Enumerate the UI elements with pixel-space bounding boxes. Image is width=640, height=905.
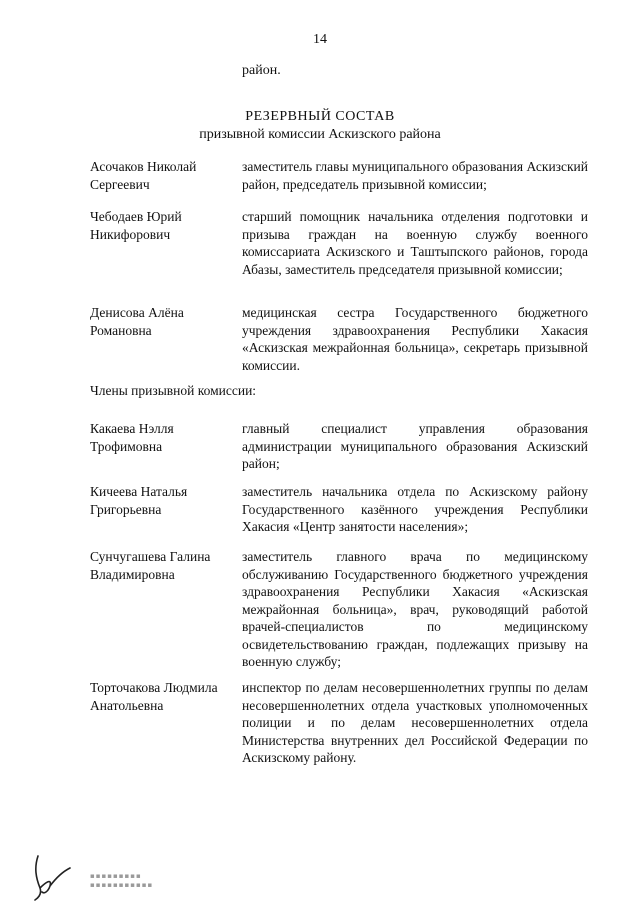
person-role: заместитель главного врача по медицинскому обслуживанию Государственного бюджетного учреждения здравоохранения Республики Хакасия «Аскизская межрайонная больница», врач, руководящий работой врачей-специалистов по медицинскому освидетельствованию граждан, подлежащих призыву на военную службу;: [242, 549, 588, 669]
member-entry: [90, 483, 588, 536]
person-name: Асочаков Николай Сергеевич: [90, 159, 197, 192]
person-name: Торточакова Людмила Анатольевна: [90, 680, 218, 713]
person-name: Чебодаев Юрий Никифорович: [90, 209, 182, 242]
person-name: Денисова Алёна Романовна: [90, 305, 184, 338]
previous-page-tail: район.: [242, 63, 281, 78]
leadership-entry: [90, 304, 588, 374]
leadership-entry: [90, 208, 588, 278]
handwritten-signature: [30, 848, 75, 903]
document-heading: [0, 108, 640, 144]
member-entry: [90, 548, 588, 671]
member-entry: [90, 420, 588, 473]
heading-title: РЕЗЕРВНЫЙ СОСТАВ: [245, 109, 395, 124]
page-number: 14: [313, 32, 327, 47]
person-role: медицинская сестра Государственного бюджетного учреждения здравоохранения Республики Хакасия «Аскизская межрайонная больница», секретарь призывной комиссии.: [242, 305, 588, 373]
person-name: Сунчугашева Галина Владимировна: [90, 549, 211, 582]
person-role: заместитель главы муниципального образования Аскизский район, председатель призывной комиссии;: [242, 159, 588, 192]
person-name: Кичеева Наталья Григорьевна: [90, 484, 188, 517]
leadership-entry: [90, 158, 588, 193]
person-role: старший помощник начальника отделения подготовки и призыва граждан на военную службу военного комиссариата Аскизского и Таштыпского районов, города Абазы, заместитель председателя призывной комиссии;: [242, 209, 588, 277]
members-section-title: Члены призывной комиссии:: [90, 383, 257, 398]
person-role: заместитель начальника отдела по Аскизскому району Государственного казённого учреждения Республики Хакасия «Центр занятости населения»;: [242, 484, 588, 534]
heading-subtitle: призывной комиссии Аскизского района: [199, 127, 441, 142]
faint-stamp-mark: ▪▪▪▪▪▪▪▪▪ ▪▪▪▪▪▪▪▪▪▪▪: [90, 872, 154, 889]
person-name: Какаева Нэлля Трофимовна: [90, 421, 174, 454]
person-role: инспектор по делам несовершеннолетних группы по делам несовершеннолетних отдела участковых уполномоченных полиции и по делам несовершеннолетних отдела Министерства внутренних дел Российской Федерации по Аскизскому району.: [242, 680, 588, 765]
person-role: главный специалист управления образования администрации муниципального образования Аскизский район;: [242, 421, 588, 471]
member-entry: [90, 679, 588, 767]
